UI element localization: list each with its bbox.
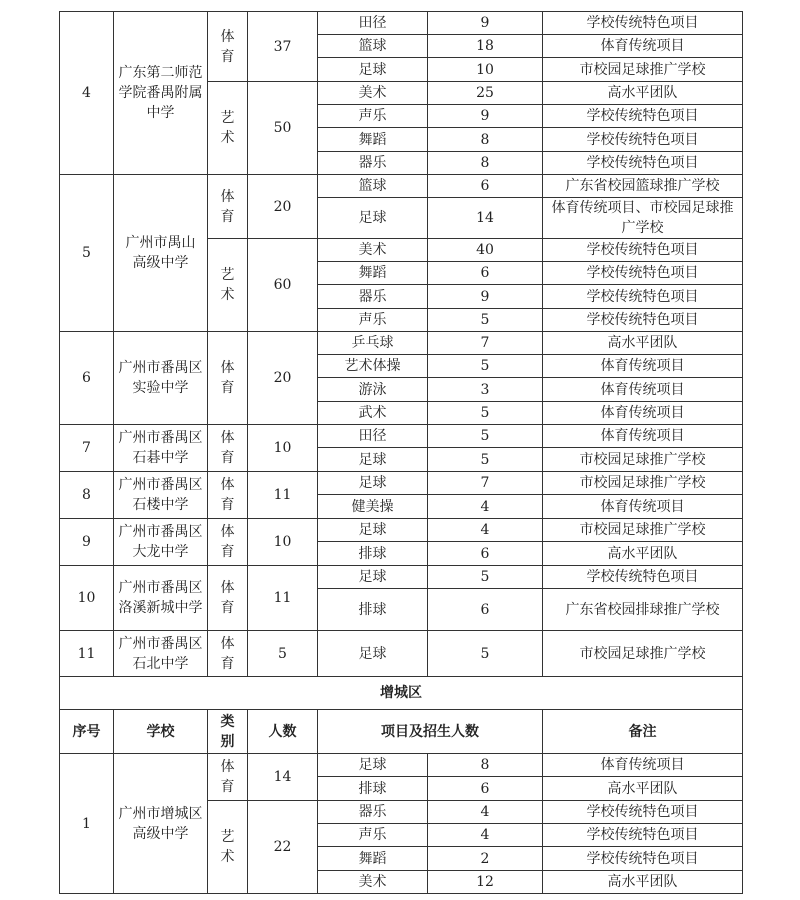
school-name-text: 广东第二师范学院番禺附属中学 (118, 65, 203, 121)
remark: 市校园足球推广学校 (543, 472, 743, 495)
category-text: 艺术 (220, 110, 235, 146)
project-quota: 10 (428, 58, 543, 82)
headcount: 10 (248, 519, 318, 566)
table-row (60, 12, 743, 35)
project-quota: 12 (428, 871, 543, 894)
project-quota: 8 (428, 754, 543, 777)
headcount: 11 (248, 566, 318, 631)
project-name: 足球 (318, 566, 428, 589)
row-number: 5 (60, 175, 114, 332)
remark: 学校传统特色项目 (543, 801, 743, 824)
project-name: 舞蹈 (318, 847, 428, 871)
project-quota: 7 (428, 472, 543, 495)
school-name-text: 广州市番禺区石碁中学 (118, 430, 203, 466)
remark: 广东省校园篮球推广学校 (543, 175, 743, 198)
category (208, 801, 248, 894)
school-name (114, 332, 208, 425)
remark: 体育传统项目 (543, 402, 743, 425)
row-number: 4 (60, 12, 114, 175)
project-quota: 3 (428, 378, 543, 402)
project-name: 田径 (318, 12, 428, 35)
project-name: 游泳 (318, 378, 428, 402)
remark: 高水平团队 (543, 332, 743, 355)
category (208, 82, 248, 175)
project-name: 足球 (318, 58, 428, 82)
category-text: 艺术 (220, 267, 235, 303)
category-text: 艺术 (220, 829, 235, 865)
project-name: 声乐 (318, 824, 428, 847)
header-note: 备注 (543, 710, 743, 754)
category-text: 体育 (220, 28, 235, 65)
category (208, 519, 248, 566)
row-number: 9 (60, 519, 114, 566)
project-quota: 8 (428, 152, 543, 175)
remark: 体育传统项目 (543, 754, 743, 777)
remark: 学校传统特色项目 (543, 105, 743, 128)
row-number: 8 (60, 472, 114, 519)
project-name: 健美操 (318, 495, 428, 519)
header-category-text: 类别 (220, 713, 235, 750)
admissions-table-page (59, 11, 742, 894)
headcount: 10 (248, 425, 318, 472)
school-name (114, 631, 208, 677)
project-quota: 8 (428, 128, 543, 152)
school-name-text: 广州市番禺区石北中学 (118, 635, 203, 672)
school-name (114, 519, 208, 566)
remark: 广东省校园排球推广学校 (543, 589, 743, 631)
school-name (114, 566, 208, 631)
remark: 学校传统特色项目 (543, 566, 743, 589)
school-name-text: 广州市番禺区实验中学 (118, 360, 203, 396)
project-quota: 6 (428, 175, 543, 198)
project-quota: 5 (428, 402, 543, 425)
category (208, 239, 248, 332)
project-name: 美术 (318, 871, 428, 894)
remark: 体育传统项目 (543, 355, 743, 378)
project-name: 声乐 (318, 105, 428, 128)
project-name: 器乐 (318, 285, 428, 309)
remark: 学校传统特色项目 (543, 128, 743, 152)
category-text: 体育 (220, 477, 235, 513)
project-quota: 4 (428, 495, 543, 519)
project-quota: 5 (428, 425, 543, 448)
category (208, 754, 248, 801)
category-text: 体育 (220, 759, 235, 795)
category-text: 体育 (220, 188, 235, 225)
project-quota: 5 (428, 355, 543, 378)
project-quota: 5 (428, 566, 543, 589)
project-quota: 14 (428, 198, 543, 239)
remark: 市校园足球推广学校 (543, 631, 743, 677)
category (208, 425, 248, 472)
remark: 高水平团队 (543, 82, 743, 105)
remark: 体育传统项目 (543, 378, 743, 402)
category (208, 631, 248, 677)
headcount: 20 (248, 332, 318, 425)
project-quota: 6 (428, 542, 543, 566)
project-name: 乒乓球 (318, 332, 428, 355)
headcount: 20 (248, 175, 318, 239)
project-name: 声乐 (318, 309, 428, 332)
project-name: 篮球 (318, 175, 428, 198)
district-title-row (60, 677, 743, 710)
school-name-text: 广州市禺山高级中学 (125, 235, 196, 271)
row-number: 6 (60, 332, 114, 425)
remark: 体育传统项目 (543, 495, 743, 519)
table-row (60, 754, 743, 777)
project-quota: 4 (428, 801, 543, 824)
project-name: 足球 (318, 448, 428, 472)
school-name-text: 广州市番禺区大龙中学 (118, 524, 203, 560)
project-name: 舞蹈 (318, 262, 428, 285)
project-quota: 5 (428, 448, 543, 472)
category (208, 175, 248, 239)
headcount: 5 (248, 631, 318, 677)
headcount: 37 (248, 12, 318, 82)
table-row (60, 425, 743, 448)
header-no: 序号 (60, 710, 114, 754)
category-text: 体育 (220, 430, 235, 466)
table-row (60, 332, 743, 355)
project-quota: 6 (428, 589, 543, 631)
project-name: 足球 (318, 754, 428, 777)
remark: 市校园足球推广学校 (543, 519, 743, 542)
remark: 高水平团队 (543, 542, 743, 566)
project-name: 艺术体操 (318, 355, 428, 378)
project-name: 足球 (318, 198, 428, 239)
project-quota: 18 (428, 35, 543, 58)
project-name: 武术 (318, 402, 428, 425)
remark: 学校传统特色项目 (543, 152, 743, 175)
project-quota: 9 (428, 105, 543, 128)
table-row (60, 175, 743, 198)
row-number: 7 (60, 425, 114, 472)
project-name: 排球 (318, 777, 428, 801)
header-school: 学校 (114, 710, 208, 754)
remark: 体育传统项目 (543, 35, 743, 58)
remark: 市校园足球推广学校 (543, 448, 743, 472)
project-name: 足球 (318, 472, 428, 495)
project-name: 足球 (318, 519, 428, 542)
category-text: 体育 (220, 580, 235, 616)
project-quota: 5 (428, 309, 543, 332)
project-quota: 7 (428, 332, 543, 355)
district-title: 增城区 (60, 677, 743, 710)
category (208, 472, 248, 519)
project-quota: 4 (428, 824, 543, 847)
project-name: 篮球 (318, 35, 428, 58)
headcount: 11 (248, 472, 318, 519)
header-row (60, 710, 743, 754)
remark: 学校传统特色项目 (543, 239, 743, 262)
project-quota: 9 (428, 285, 543, 309)
category (208, 12, 248, 82)
remark: 学校传统特色项目 (543, 262, 743, 285)
headcount: 14 (248, 754, 318, 801)
project-quota: 2 (428, 847, 543, 871)
headcount: 50 (248, 82, 318, 175)
school-name (114, 472, 208, 519)
admissions-table (59, 11, 743, 894)
remark: 学校传统特色项目 (543, 285, 743, 309)
project-name: 美术 (318, 239, 428, 262)
school-name-text: 广州市番禺区石楼中学 (118, 477, 203, 513)
remark: 学校传统特色项目 (543, 847, 743, 871)
table-row (60, 566, 743, 589)
school-name-text: 广州市增城区高级中学 (118, 805, 203, 842)
remark: 高水平团队 (543, 871, 743, 894)
project-name: 器乐 (318, 152, 428, 175)
school-name-text: 广州市番禺区洛溪新城中学 (118, 580, 203, 616)
row-number: 10 (60, 566, 114, 631)
headcount: 60 (248, 239, 318, 332)
school-name (114, 754, 208, 894)
project-quota: 4 (428, 519, 543, 542)
project-name: 器乐 (318, 801, 428, 824)
header-projects: 项目及招生人数 (318, 710, 543, 754)
project-quota: 40 (428, 239, 543, 262)
project-quota: 25 (428, 82, 543, 105)
school-name (114, 175, 208, 332)
table-row (60, 472, 743, 495)
remark: 市校园足球推广学校 (543, 58, 743, 82)
category-text: 体育 (220, 360, 235, 396)
school-name (114, 12, 208, 175)
project-quota: 5 (428, 631, 543, 677)
category-text: 体育 (220, 635, 235, 672)
row-number: 11 (60, 631, 114, 677)
project-name: 美术 (318, 82, 428, 105)
project-quota: 6 (428, 262, 543, 285)
header-category (208, 710, 248, 754)
project-quota: 6 (428, 777, 543, 801)
school-name (114, 425, 208, 472)
remark: 学校传统特色项目 (543, 824, 743, 847)
remark: 体育传统项目、市校园足球推广学校 (543, 198, 743, 239)
headcount: 22 (248, 801, 318, 894)
project-name: 排球 (318, 589, 428, 631)
project-name: 舞蹈 (318, 128, 428, 152)
project-name: 田径 (318, 425, 428, 448)
remark: 学校传统特色项目 (543, 12, 743, 35)
remark: 学校传统特色项目 (543, 309, 743, 332)
table-row (60, 631, 743, 677)
remark: 高水平团队 (543, 777, 743, 801)
project-name: 排球 (318, 542, 428, 566)
category (208, 332, 248, 425)
project-name: 足球 (318, 631, 428, 677)
remark: 体育传统项目 (543, 425, 743, 448)
category (208, 566, 248, 631)
row-number: 1 (60, 754, 114, 894)
project-quota: 9 (428, 12, 543, 35)
header-count: 人数 (248, 710, 318, 754)
table-row (60, 519, 743, 542)
category-text: 体育 (220, 524, 235, 560)
